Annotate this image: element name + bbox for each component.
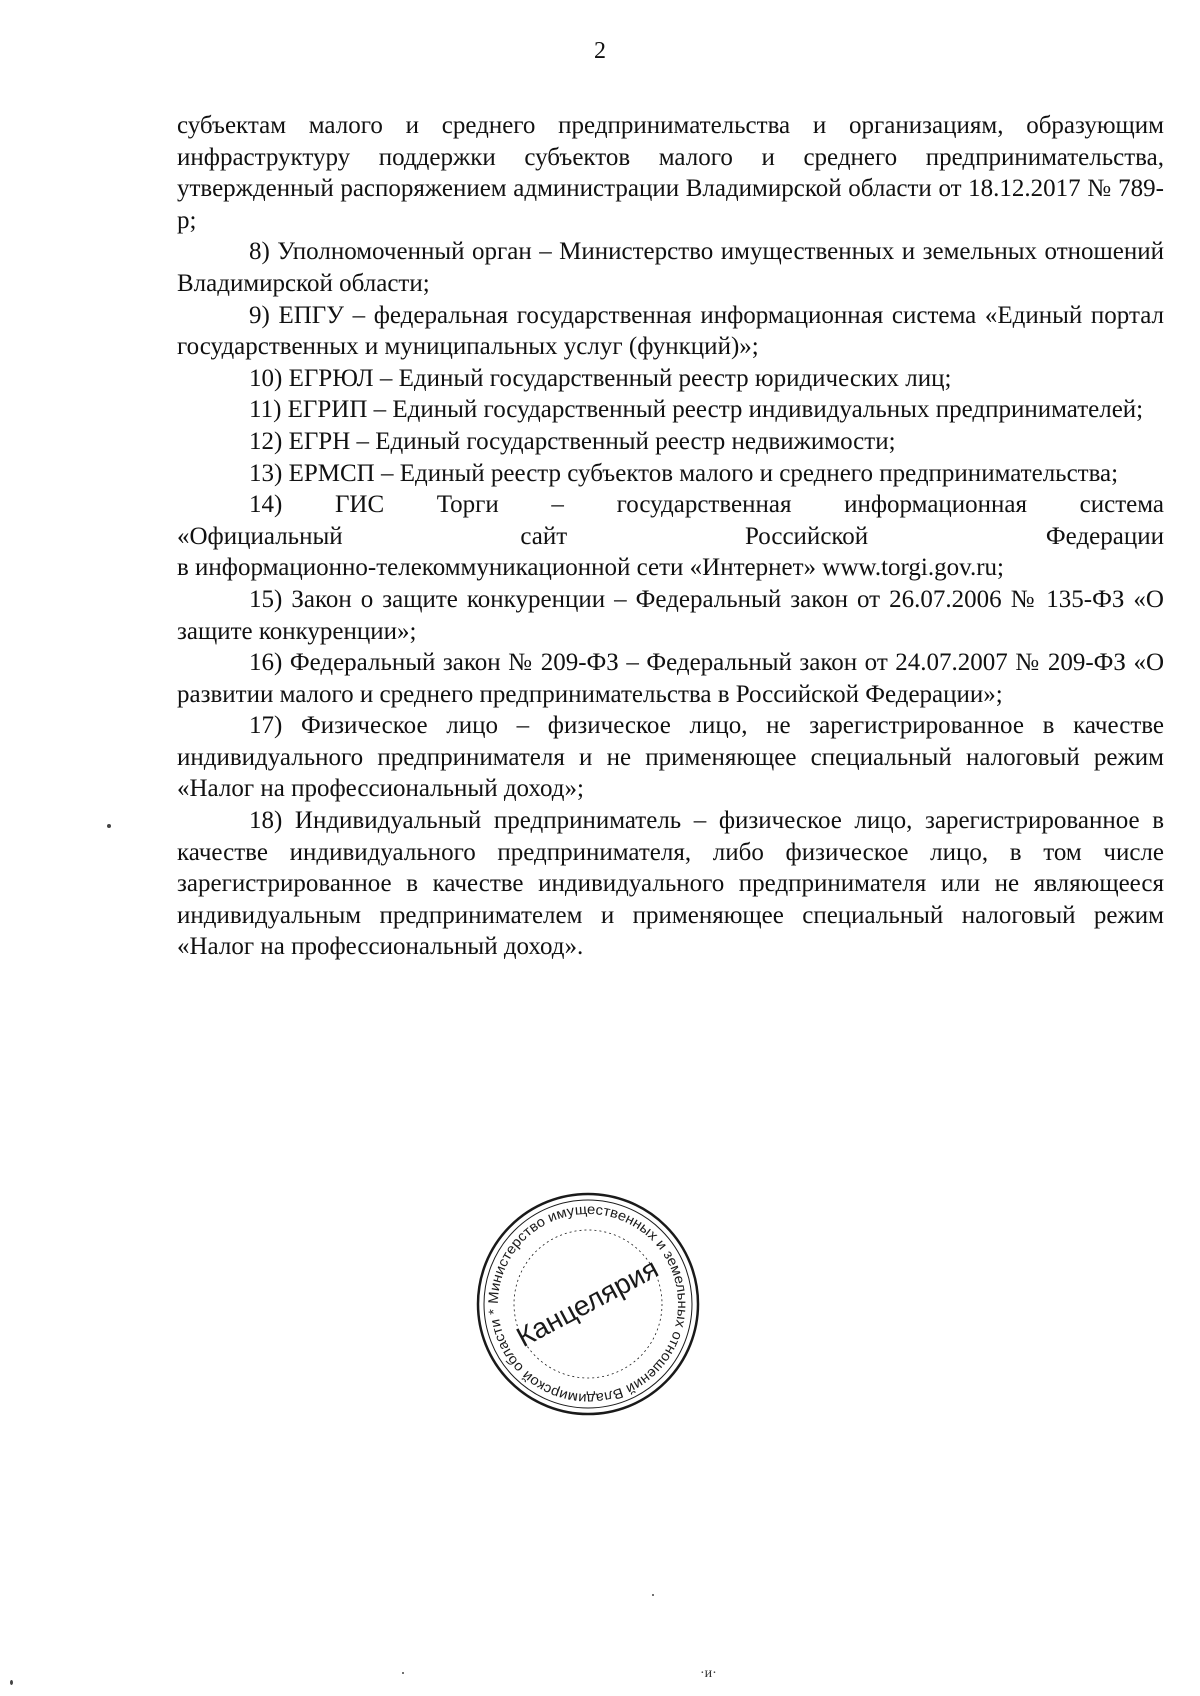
office-stamp (472, 1188, 704, 1420)
paragraph-item-16: 16) Федеральный закон № 209-ФЗ – Федеральный закон от 24.07.2007 № 209-ФЗ «О развитии малого и среднего предпринимательства в Российской Федерации»; (177, 649, 1164, 708)
paragraph-item-8: 8) Уполномоченный орган – Министерство имущественных и земельных отношений Владимирской области; (177, 238, 1164, 297)
paragraph-item-15: 15) Закон о защите конкуренции – Федеральный закон от 26.07.2006 № 135-ФЗ «О защите конкуренции»; (177, 585, 1164, 645)
scan-speck (652, 1594, 654, 1596)
stamp-ring-text: Министерство имущественных и земельных отношений Владимирской области * (484, 1200, 692, 1408)
scan-speck (402, 1672, 404, 1674)
paragraph-item-13: 13) ЕРМСП – Единый реестр субъектов малого и среднего предпринимательства; (249, 459, 1119, 487)
paragraph-item-9: 9) ЕПГУ – федеральная государственная информационная система «Единый портал государственных и муниципальных услуг (функций)»; (177, 301, 1164, 361)
page-number: 2 (594, 38, 606, 64)
paragraph-item-18: 18) Индивидуальный предприниматель – физическое лицо, зарегистрированное в качестве индивидуального предпринимателя, либо физическое лицо, в том числе зарегистрированное в качестве индивидуального предпринимателя или не являющееся индивидуальным предпринимателем и применяющее специальный налоговый режим «Налог на профессиональный доход». (177, 807, 1164, 961)
paragraph-item-14-line-1: 14) ГИС Торги – государственная информационная система (249, 491, 1164, 519)
paragraph-item-11: 11) ЕГРИП – Единый государственный реестр индивидуальных предпринимателей; (249, 396, 1144, 424)
paragraph-item-10: 10) ЕГРЮЛ – Единый государственный реестр юридических лиц; (249, 364, 952, 392)
document-body (177, 110, 1164, 963)
scan-speck (10, 1680, 13, 1685)
scan-speck (107, 824, 111, 828)
footer-mark: ·и· (700, 1666, 717, 1681)
paragraph-item-14-line-3: в информационно-телекоммуникационной сети «Интернет» www.torgi.gov.ru; (177, 554, 1004, 582)
stamp-center-text: Канцелярия (511, 1252, 664, 1353)
paragraph-item-17: 17) Физическое лицо – физическое лицо, не зарегистрированное в качестве индивидуального предпринимателя и не применяющее специальный налоговый режим «Налог на профессиональный доход»; (177, 712, 1164, 803)
paragraph-item-14-line-2: «Официальный сайт Российской Федерации (177, 522, 1164, 550)
paragraph-item-12: 12) ЕГРН – Единый государственный реестр недвижимости; (249, 427, 896, 455)
paragraph-intro-continuation: субъектам малого и среднего предпринимательства и организациям, образующим инфраструктуру поддержки субъектов малого и среднего предпринимательства, утвержденный распоряжением администрации Владимирской области от 18.12.2017 № 789-р; (177, 112, 1164, 234)
